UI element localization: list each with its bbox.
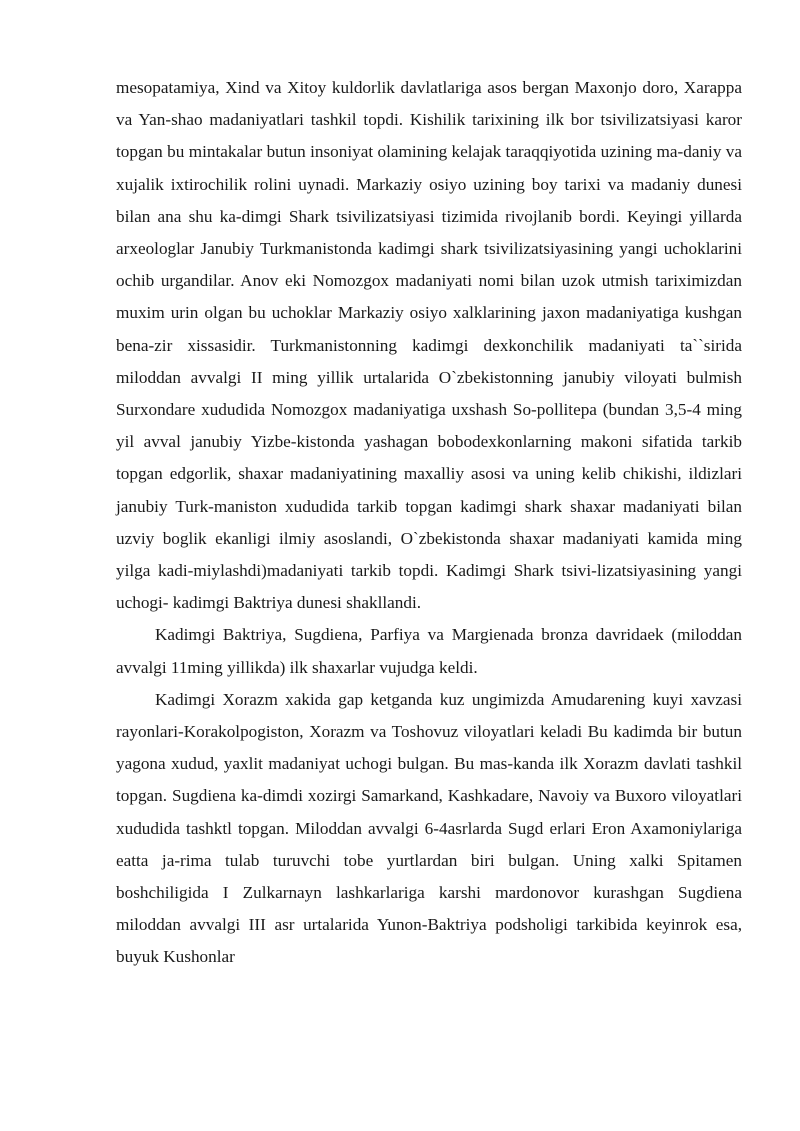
paragraph-3: Kadimgi Xorazm xakida gap ketganda kuz ungimizda Amudarening kuyi xavzasi rayonlari-Korakolpogiston, Xorazm va Toshovuz viloyatlari keladi Bu kadimda bir butun yagona xudud, yaxlit madaniyat uchogi bulgan. Bu mas-kanda ilk Xorazm davlati tashkil topgan. Sugdiena ka-dimdi xozirgi Samarkand, Kashkadare, Navoiy va Buxoro viloyatlari xududida tashktl topgan. Miloddan avvalgi 6-4asrlarda Sugd erlari Eron Axamoniylariga eatta ja-rima tulab turuvchi tobe yurtlardan biri bulgan. Uning xalki Spitamen boshchiligida I Zulkarnayn lashkarlariga karshi mardonovor kurashgan Sugdiena miloddan avvalgi III asr urtalarida Yunon-Baktriya podsholigi tarkibida keyinrok esa, buyuk Kushonlar [116, 689, 742, 967]
document-page [116, 72, 742, 974]
paragraph-2: Kadimgi Baktriya, Sugdiena, Parfiya va Margienada bronza davridaek (miloddan avvalgi 11ming yillikda) ilk shaxarlar vujudga keldi. [116, 625, 742, 677]
paragraph-1: mesopatamiya, Xind va Xitoy kuldorlik davlatlariga asos bergan Maxonjo doro, Xarappa va Yan-shao madaniyatlari tashkil topdi. Kishilik tarixining ilk bor tsivilizatsiyasi karor topgan bu mintakalar butun insoniyat olamining kelajak taraqqiyotida uzining ma-daniy va xujalik ixtirochilik rolini uynadi. Markaziy osiyo uzining boy tarixi va madaniy dunesi bilan ana shu ka-dimgi Shark tsivilizatsiyasi tizimida rivojlanib bordi. Keyingi yillarda arxeologlar Janubiy Turkmanistonda kadimgi shark tsivilizatsiyasining yangi uchoklarini ochib urgandilar. Anov eki Nomozgox madaniyati nomi bilan uzok utmish tariximizdan muxim urin olgan bu uchoklar Markaziy osiyo xalklarining jaxon madaniyatiga kushgan bena-zir xissasidir. Turkmanistonning kadimgi dexkonchilik madaniyati ta``sirida miloddan avvalgi II ming yillik urtalarida O`zbekistonning janubiy viloyati bulmish Surxondare xududida Nomozgox madaniyatiga uxshash So-pollitepa (bundan 3,5-4 ming yil avval janubiy Yizbe-kistonda yashagan bobodexkonlarning makoni sifatida tarkib topgan edgorlik, shaxar madaniyatining maxalliy asosi va uning kelib chikishi, ildizlari janubiy Turk-maniston xududida tarkib topgan kadimgi shark shaxar madaniyati bilan uzviy boglik ekanligi ilmiy asoslandi, O`zbekistonda shaxar madaniyati kamida ming yilga kadi-miylashdi)madaniyati tarkib topdi. Kadimgi Shark tsivi-lizatsiyasining yangi uchogi- kadimgi Baktriya dunesi shakllandi. [116, 78, 742, 613]
